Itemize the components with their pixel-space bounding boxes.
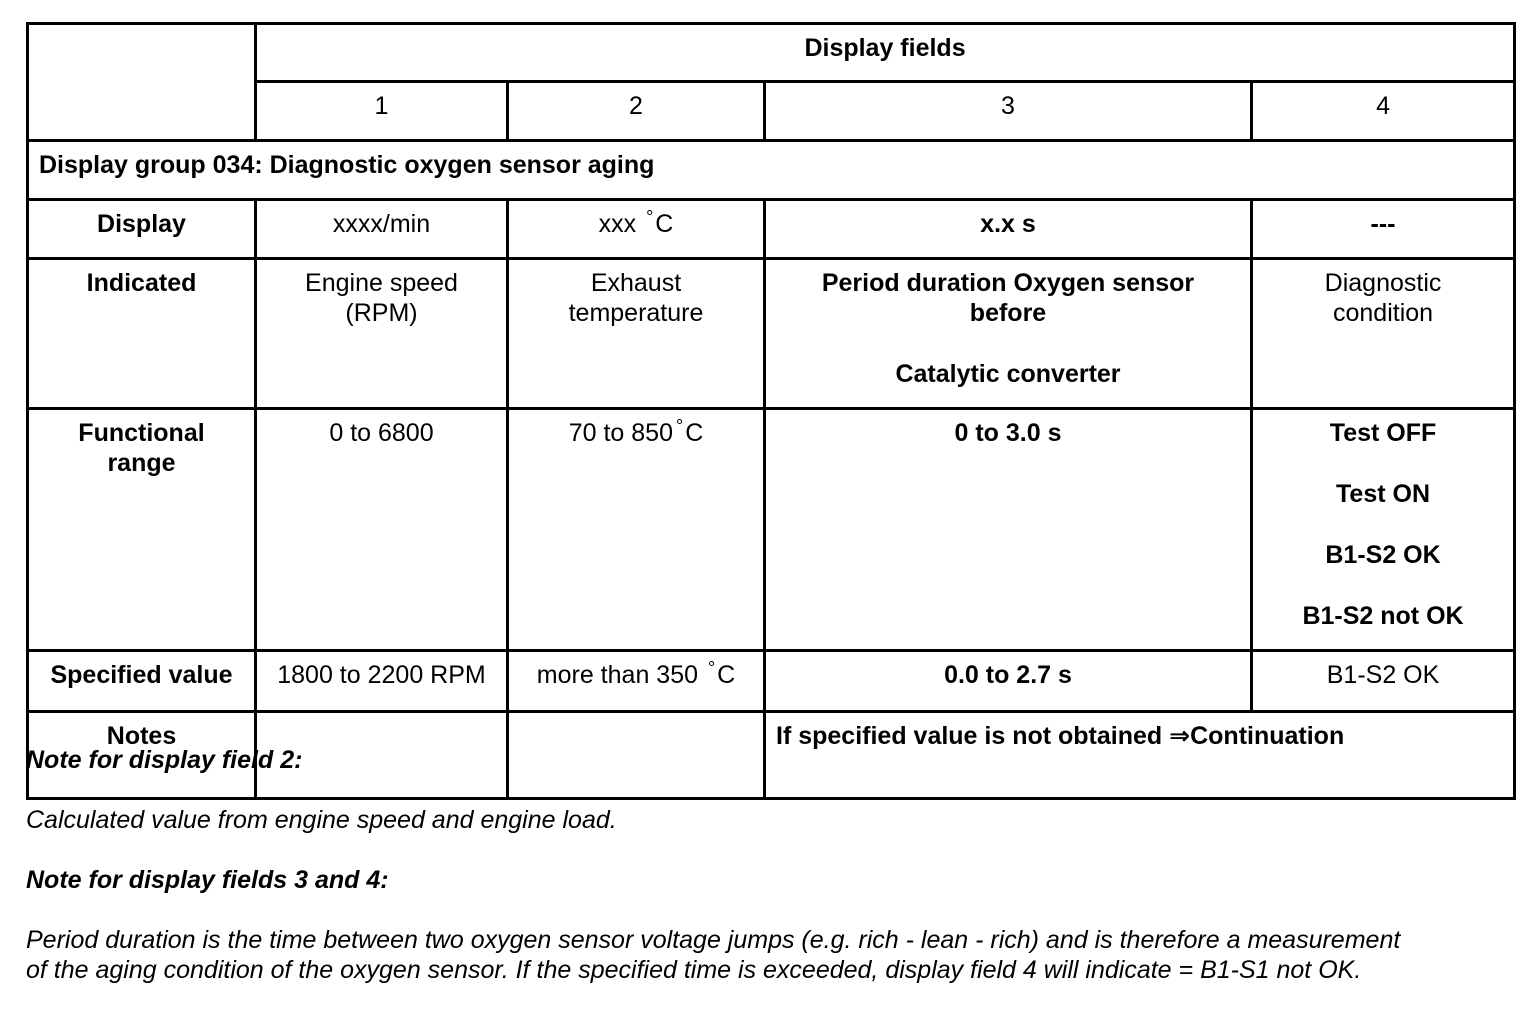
- range-option-spacer: [1261, 448, 1505, 479]
- display-fields-header: Display fields: [256, 24, 1515, 82]
- specified-value-field-4: B1-S2 OK: [1252, 651, 1515, 712]
- group-title-row: [28, 141, 1515, 200]
- indicated-field-2-line2: temperature: [568, 299, 704, 327]
- specified-value-field-3: 0.0 to 2.7 s: [765, 651, 1252, 712]
- range-option-test-off: Test OFF: [1329, 419, 1437, 447]
- indicated-field-2-line1: Exhaust: [590, 269, 682, 297]
- note-2-line2: of the aging condition of the oxygen sensor. If the specified time is exceeded, display field 4 will indicate = B1-S1 not OK.: [26, 956, 1362, 984]
- functional-range-field-2-value: 70 to 850: [568, 419, 673, 447]
- indicated-field-3-spacer: [774, 328, 1242, 359]
- display-field-2-value: xxx: [598, 210, 637, 238]
- indicated-field-2: [508, 259, 765, 409]
- specified-value-field-2-value: more than 350: [536, 661, 698, 689]
- indicated-field-1: [256, 259, 508, 409]
- indicated-field-3: [765, 259, 1252, 409]
- display-label: Display: [28, 200, 256, 259]
- functional-range-field-1: 0 to 6800: [256, 409, 508, 651]
- functional-range-row: [28, 409, 1515, 651]
- specified-value-field-2-unit: C: [717, 661, 736, 689]
- range-option-spacer: [1261, 570, 1505, 601]
- notes-text: If specified value is not obtained: [776, 722, 1163, 750]
- degree-symbol: °: [676, 416, 684, 436]
- degree-symbol: °: [707, 658, 716, 678]
- indicated-field-4-line2: condition: [1332, 299, 1434, 327]
- continuation-link[interactable]: Continuation: [1190, 722, 1345, 750]
- indicated-field-1-line2: (RPM): [345, 299, 418, 327]
- range-option-b1-s2-ok: B1-S2 OK: [1325, 541, 1441, 569]
- note-2-heading: Note for display fields 3 and 4:: [26, 866, 389, 894]
- display-field-2-unit: C: [655, 210, 674, 238]
- indicated-field-1-line1: Engine speed: [305, 269, 458, 297]
- display-row: [28, 200, 1515, 259]
- specified-value-label: Specified value: [28, 651, 256, 712]
- field-number-1: 1: [256, 82, 508, 141]
- functional-range-field-3: 0 to 3.0 s: [765, 409, 1252, 651]
- functional-range-field-2: [508, 409, 765, 651]
- indicated-field-3-line1: Period duration Oxygen sensor: [821, 269, 1195, 297]
- range-option-test-on: Test ON: [1336, 480, 1431, 508]
- field-number-2: 2: [508, 82, 765, 141]
- functional-range-label-line1: Functional: [78, 419, 205, 447]
- indicated-field-3-line3: Catalytic converter: [895, 360, 1121, 388]
- display-field-4: ---: [1252, 200, 1515, 259]
- notes-label: Notes: [28, 712, 256, 799]
- display-field-3: x.x s: [765, 200, 1252, 259]
- display-field-2: [508, 200, 765, 259]
- header-empty-cell: [28, 24, 256, 141]
- indicated-field-4: [1252, 259, 1515, 409]
- indicated-row: [28, 259, 1515, 409]
- specified-value-field-1: 1800 to 2200 RPM: [256, 651, 508, 712]
- note-1-text: Calculated value from engine speed and engine load.: [26, 806, 617, 834]
- functional-range-field-2-unit: C: [685, 419, 704, 447]
- note-1-heading: Note for display field 2:: [26, 746, 303, 774]
- functional-range-label: [28, 409, 256, 651]
- field-number-4: 4: [1252, 82, 1515, 141]
- display-group-title: Display group 034: Diagnostic oxygen sensor aging: [28, 141, 1515, 200]
- specified-value-field-2: [508, 651, 765, 712]
- header-row: [28, 24, 1515, 82]
- field-number-3: 3: [765, 82, 1252, 141]
- footnotes-section: [26, 745, 1516, 985]
- note-2-line1: Period duration is the time between two oxygen sensor voltage jumps (e.g. rich - lean - rich) and is therefore a measurement: [26, 926, 1401, 954]
- indicated-field-3-line2: before: [969, 299, 1047, 327]
- indicated-label: Indicated: [28, 259, 256, 409]
- functional-range-field-4: [1252, 409, 1515, 651]
- degree-symbol: °: [646, 207, 654, 227]
- indicated-field-4-line1: Diagnostic: [1324, 269, 1442, 297]
- arrow-right-icon: ⇒: [1169, 721, 1191, 750]
- specified-value-row: [28, 651, 1515, 712]
- display-field-1: xxxx/min: [256, 200, 508, 259]
- functional-range-label-line2: range: [107, 449, 176, 477]
- display-group-table: [26, 22, 1516, 800]
- range-option-b1-s2-not-ok: B1-S2 not OK: [1302, 602, 1464, 630]
- range-option-spacer: [1261, 509, 1505, 540]
